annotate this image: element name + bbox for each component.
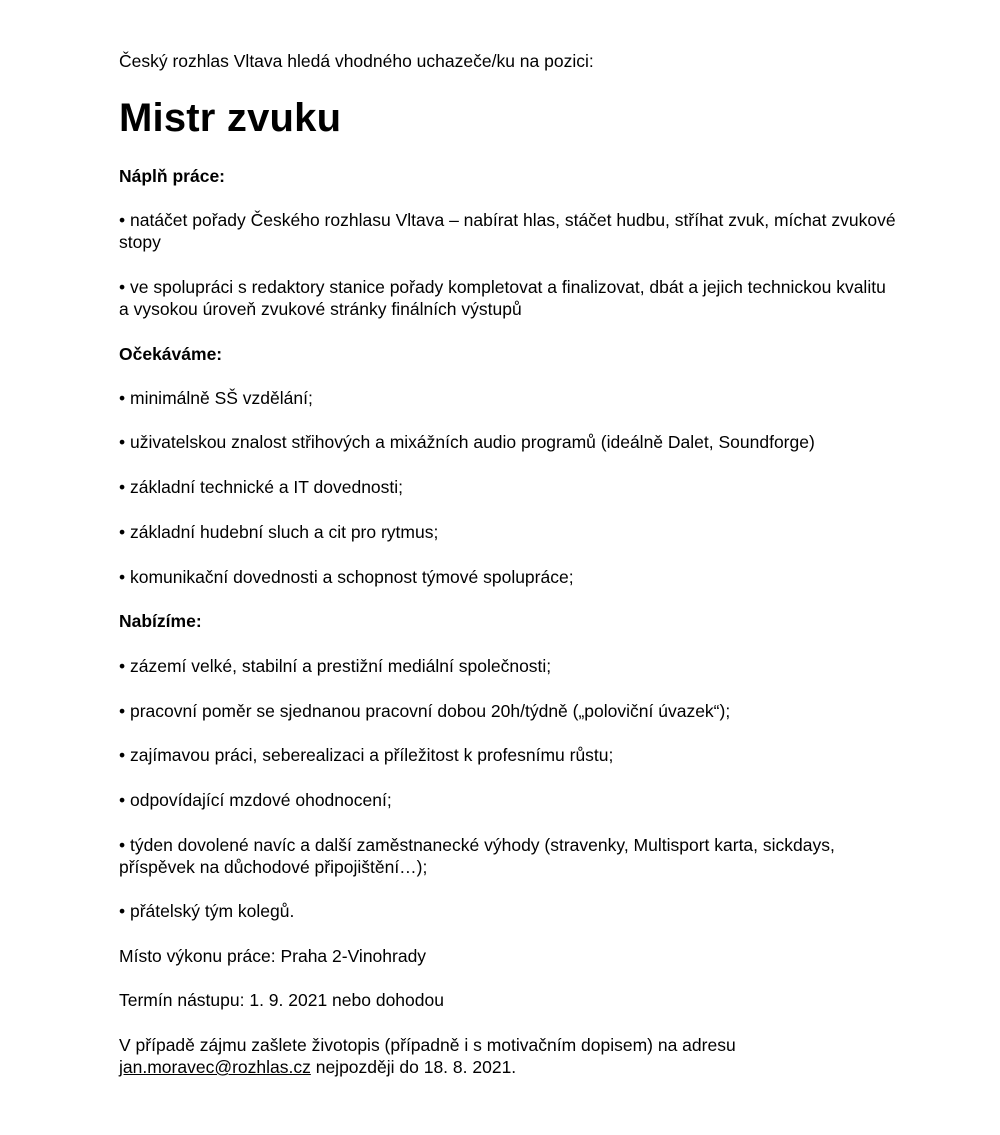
list-item: • uživatelskou znalost střihových a mixážních audio programů (ideálně Dalet, Soundforge) [119, 432, 815, 452]
start-date: Termín nástupu: 1. 9. 2021 nebo dohodou [119, 990, 444, 1010]
list-item: • přátelský tým kolegů. [119, 901, 295, 921]
section-heading-naplnprace: Náplň práce: [119, 166, 225, 186]
work-location: Místo výkonu práce: Praha 2-Vinohrady [119, 946, 427, 966]
list-item: • minimálně SŠ vzdělání; [119, 388, 313, 408]
list-item: • ve spolupráci s redaktory stanice pořady kompletovat a finalizovat, dbát a jejich technickou kvalitu a vysokou úroveň zvukové stránky finálních výstupů [119, 277, 886, 319]
list-item: • odpovídající mzdové ohodnocení; [119, 790, 392, 810]
page-title: Mistr zvuku [119, 96, 342, 140]
contact-info [119, 1034, 899, 1078]
intro-text: Český rozhlas Vltava hledá vhodného uchazeče/ku na pozici: [119, 51, 594, 71]
list-item: • komunikační dovednosti a schopnost týmové spolupráce; [119, 567, 574, 587]
list-item: • zajímavou práci, seberealizaci a příležitost k profesnímu růstu; [119, 745, 614, 765]
email-link[interactable]: jan.moravec@rozhlas.cz [119, 1057, 311, 1077]
list-item: • zázemí velké, stabilní a prestižní mediální společnosti; [119, 656, 552, 676]
list-item: • pracovní poměr se sjednanou pracovní dobou 20h/týdně („poloviční úvazek“); [119, 701, 731, 721]
contact-text: V případě zájmu zašlete životopis (případně i s motivačním dopisem) na adresu [119, 1035, 736, 1055]
list-item: • týden dovolené navíc a další zaměstnanecké výhody (stravenky, Multisport karta, sickdays, příspěvek na důchodové připojištění…); [119, 835, 835, 877]
section-heading-ocekavame: Očekáváme: [119, 344, 223, 364]
list-item: • natáčet pořady Českého rozhlasu Vltava – nabírat hlas, stáčet hudbu, stříhat zvuk, míchat zvukové stopy [119, 210, 896, 252]
list-item: • základní technické a IT dovednosti; [119, 477, 404, 497]
deadline-text: nejpozději do 18. 8. 2021. [310, 1057, 517, 1077]
section-heading-nabizime: Nabízíme: [119, 611, 202, 631]
list-item: • základní hudební sluch a cit pro rytmus; [119, 522, 439, 542]
